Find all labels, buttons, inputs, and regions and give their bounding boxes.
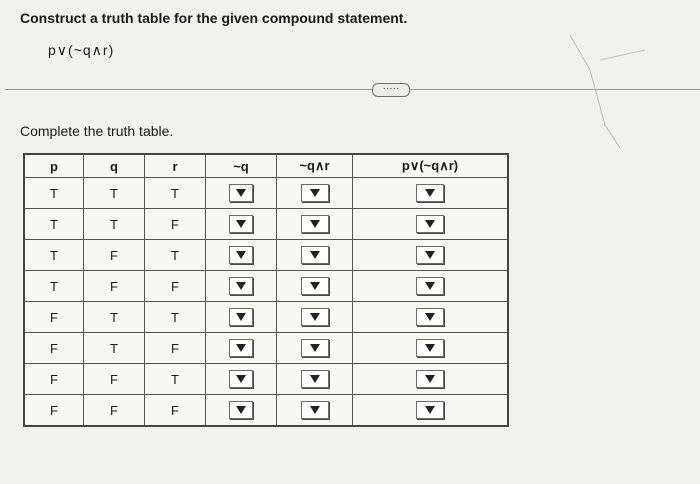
table-row [24,364,508,395]
header-q: q [84,154,145,178]
answer-cell [277,271,353,302]
header-not-q-and-r: ~q∧r [277,154,353,178]
header-p-or-not-q-and-r: p∨(~q∧r) [353,154,509,178]
chevron-down-icon [236,282,246,290]
dropdown-result[interactable] [416,215,444,233]
table-header-row [24,154,508,178]
cell-q: F [84,271,145,302]
answer-cell [353,209,509,240]
header-not-q: ~q [206,154,277,178]
answer-cell [353,364,509,395]
table-row [24,240,508,271]
dropdown-result[interactable] [416,246,444,264]
answer-cell [206,178,277,209]
dropdown-not-q[interactable] [229,308,253,326]
answer-cell [206,271,277,302]
dropdown-not-q-and-r[interactable] [301,215,329,233]
chevron-down-icon [425,282,435,290]
dropdown-not-q-and-r[interactable] [301,401,329,419]
chevron-down-icon [425,189,435,197]
dropdown-result[interactable] [416,370,444,388]
dropdown-not-q[interactable] [229,246,253,264]
dropdown-not-q-and-r[interactable] [301,277,329,295]
cell-q: F [84,240,145,271]
cell-p: T [24,209,84,240]
answer-cell [277,364,353,395]
chevron-down-icon [236,251,246,259]
chevron-down-icon [310,375,320,383]
dropdown-not-q-and-r[interactable] [301,339,329,357]
dropdown-result[interactable] [416,308,444,326]
cell-q: T [84,333,145,364]
dropdown-not-q-and-r[interactable] [301,370,329,388]
dropdown-not-q-and-r[interactable] [301,308,329,326]
cell-p: T [24,178,84,209]
answer-cell [353,240,509,271]
complete-table-label: Complete the truth table. [20,123,174,139]
chevron-down-icon [310,220,320,228]
table-row [24,302,508,333]
header-r: r [145,154,206,178]
truth-table [23,153,509,427]
chevron-down-icon [310,189,320,197]
answer-cell [353,178,509,209]
chevron-down-icon [425,375,435,383]
dropdown-not-q-and-r[interactable] [301,184,329,202]
answer-cell [206,333,277,364]
header-p: p [24,154,84,178]
answer-cell [277,302,353,333]
cell-q: T [84,209,145,240]
more-options-button[interactable]: ····· [372,83,410,97]
cell-r: F [145,395,206,427]
answer-cell [206,364,277,395]
dropdown-result[interactable] [416,339,444,357]
chevron-down-icon [310,282,320,290]
dropdown-result[interactable] [416,401,444,419]
cell-p: T [24,271,84,302]
dropdown-not-q[interactable] [229,277,253,295]
dropdown-not-q[interactable] [229,339,253,357]
chevron-down-icon [236,189,246,197]
cell-r: T [145,178,206,209]
answer-cell [277,178,353,209]
chevron-down-icon [425,406,435,414]
chevron-down-icon [425,344,435,352]
cell-r: T [145,364,206,395]
answer-cell [353,302,509,333]
answer-cell [206,395,277,427]
cell-q: F [84,364,145,395]
answer-cell [277,209,353,240]
chevron-down-icon [425,251,435,259]
answer-cell [277,333,353,364]
cell-q: T [84,178,145,209]
cell-p: T [24,240,84,271]
answer-cell [206,240,277,271]
cell-r: F [145,271,206,302]
chevron-down-icon [310,313,320,321]
cell-r: F [145,333,206,364]
answer-cell [353,395,509,427]
cell-p: F [24,364,84,395]
chevron-down-icon [310,344,320,352]
answer-cell [277,395,353,427]
scratch-mark [560,30,650,150]
table-row [24,209,508,240]
chevron-down-icon [236,344,246,352]
instruction-text: Construct a truth table for the given compound statement. [20,10,408,26]
answer-cell [277,240,353,271]
chevron-down-icon [310,406,320,414]
dropdown-result[interactable] [416,277,444,295]
chevron-down-icon [236,313,246,321]
dropdown-not-q-and-r[interactable] [301,246,329,264]
dropdown-not-q[interactable] [229,184,253,202]
dropdown-not-q[interactable] [229,370,253,388]
cell-r: F [145,209,206,240]
chevron-down-icon [236,406,246,414]
answer-cell [206,209,277,240]
cell-r: T [145,240,206,271]
cell-q: F [84,395,145,427]
dropdown-not-q[interactable] [229,215,253,233]
table-row [24,178,508,209]
chevron-down-icon [236,220,246,228]
dropdown-result[interactable] [416,184,444,202]
table-row [24,271,508,302]
cell-p: F [24,395,84,427]
table-row [24,395,508,427]
cell-p: F [24,302,84,333]
cell-r: T [145,302,206,333]
chevron-down-icon [310,251,320,259]
compound-statement: p∨(~q∧r) [48,42,115,58]
dropdown-not-q[interactable] [229,401,253,419]
chevron-down-icon [236,375,246,383]
answer-cell [206,302,277,333]
answer-cell [353,271,509,302]
chevron-down-icon [425,220,435,228]
chevron-down-icon [425,313,435,321]
cell-p: F [24,333,84,364]
answer-cell [353,333,509,364]
cell-q: T [84,302,145,333]
table-row [24,333,508,364]
